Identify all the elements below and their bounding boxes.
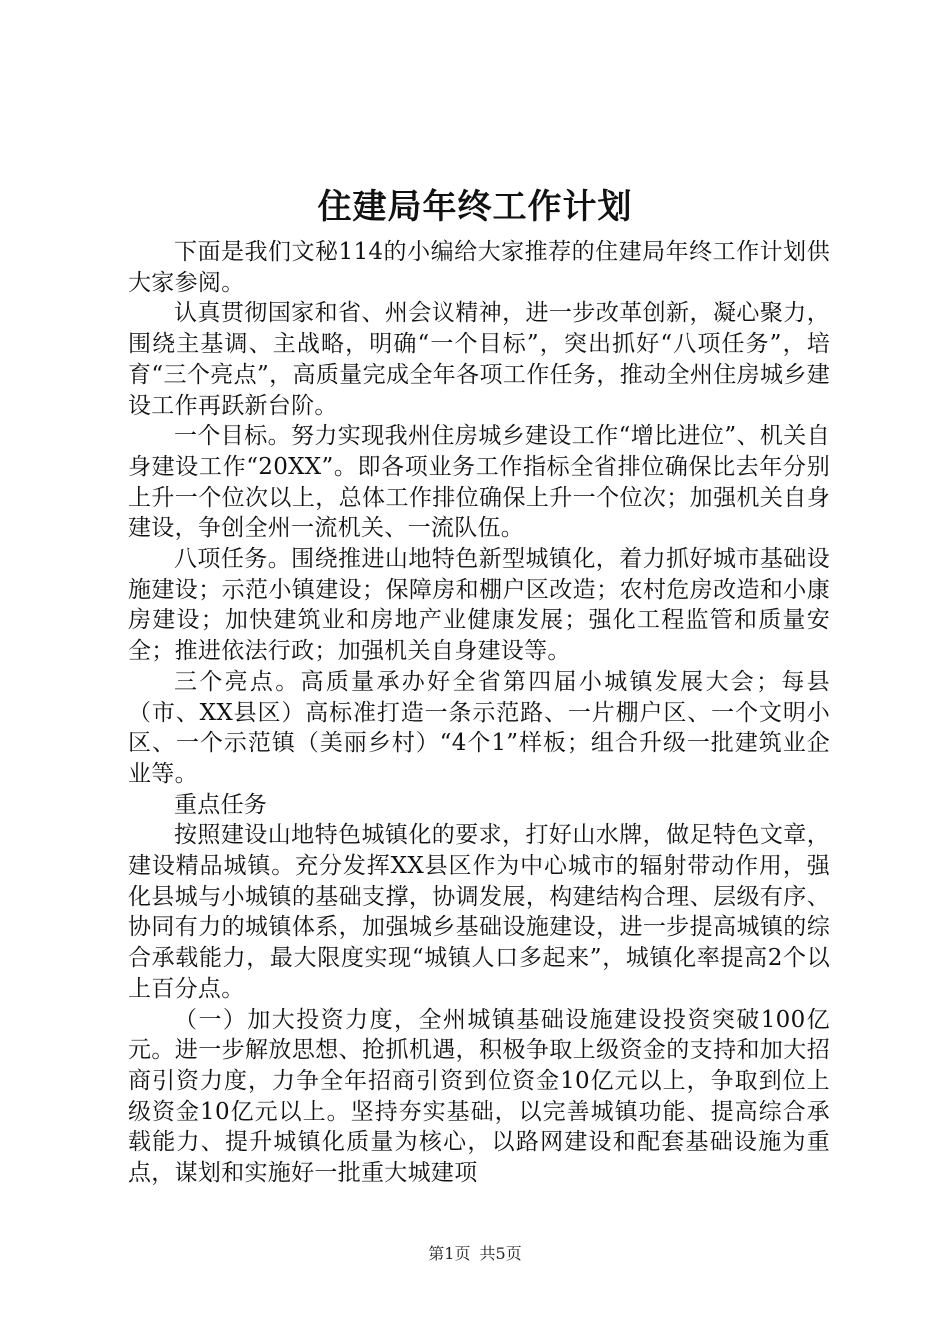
paragraph-one-goal: 一个目标。努力实现我州住房城乡建设工作“增比进位”、机关自身建设工作“20XX”。即各项业务工作指标全省排位确保比去年分别上升一个位次以上，总体工作排位确保上升一个位次；加强机关自身建设，争创全州一流机关、一流队伍。 [128, 423, 830, 542]
section-heading-key-tasks: 重点任务 [174, 791, 268, 818]
document-body [128, 237, 830, 1189]
document-title: 住建局年终工作计划 [317, 187, 633, 227]
paragraph-investment: （一）加大投资力度，全州城镇基础设施建设投资突破100亿元。进一步解放思想、抢抓机遇，积极争取上级资金的支持和加大招商引资力度，力争全年招商引资到位资金10亿元以上，争取到位上级资金10亿元以上。坚持夯实基础，以完善城镇功能、提高综合承载能力、提升城镇化质量为核心，以路网建设和配套基础设施为重点，谋划和实施好一批重大城建项 [128, 1006, 830, 1187]
page-total: 共5页 [479, 1244, 522, 1263]
page-footer [0, 1243, 950, 1265]
paragraph-intro: 下面是我们文秘114的小编给大家推荐的住建局年终工作计划供大家参阅。 [128, 239, 830, 296]
paragraph-eight-tasks: 八项任务。围绕推进山地特色新型城镇化，着力抓好城市基础设施建设；示范小镇建设；保障房和棚户区改造；农村危房改造和小康房建设；加快建筑业和房地产业健康发展；强化工程监管和质量安全；推进依法行政；加强机关自身建设等。 [128, 546, 830, 665]
page-number: 第1页 [428, 1244, 471, 1263]
paragraph-key-tasks: 按照建设山地特色城镇化的要求，打好山水牌，做足特色文章，建设精品城镇。充分发挥XX县区作为中心城市的辐射带动作用，强化县城与小城镇的基础支撑，协调发展，构建结构合理、层级有序、协同有力的城镇体系，加强城乡基础设施建设，进一步提高城镇的综合承载能力，最大限度实现“城镇人口多起来”，城镇化率提高2个以上百分点。 [128, 822, 830, 1002]
paragraph-overview: 认真贯彻国家和省、州会议精神，进一步改革创新，凝心聚力，围绕主基调、主战略，明确“一个目标”，突出抓好“八项任务”，培育“三个亮点”，高质量完成全年各项工作任务，推动全州住房城乡建设工作再跃新台阶。 [128, 300, 830, 419]
paragraph-three-highlights: 三个亮点。高质量承办好全省第四届小城镇发展大会；每县（市、XX县区）高标准打造一条示范路、一片棚户区、一个文明小区、一个示范镇（美丽乡村）“4个1”样板；组合升级一批建筑业企业等。 [128, 668, 830, 787]
